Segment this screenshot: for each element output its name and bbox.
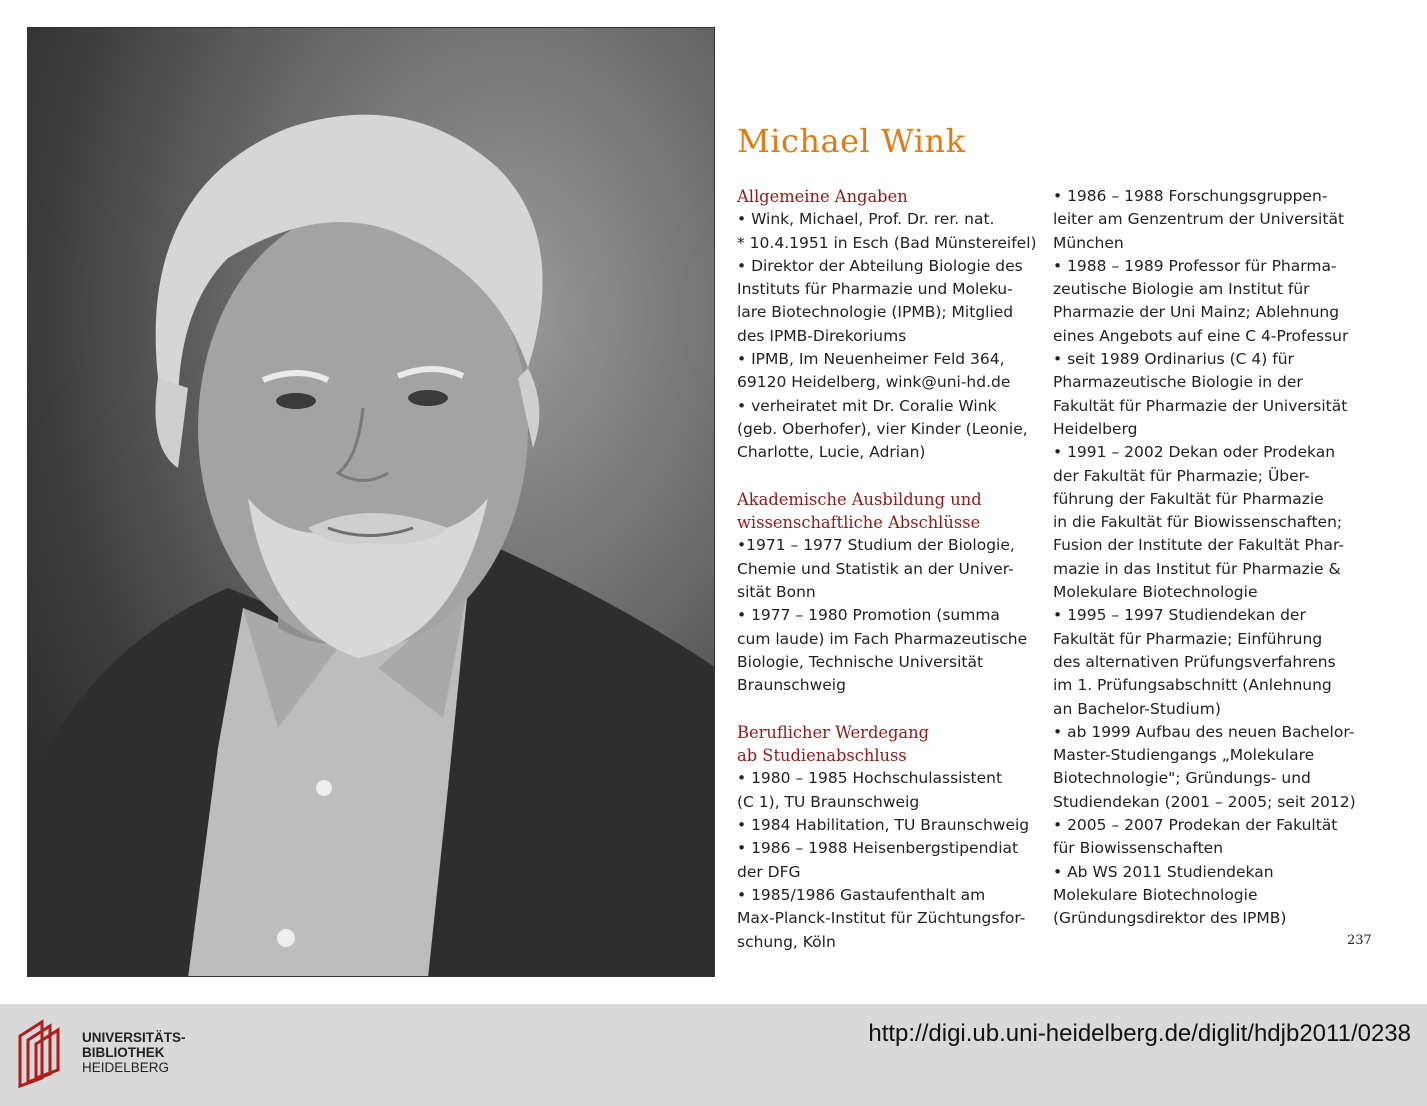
text-line: sität Bonn xyxy=(737,583,816,602)
section-education xyxy=(737,488,1037,698)
section-heading: ab Studienabschluss xyxy=(737,746,907,766)
text-line: zeutische Biologie am Institut für xyxy=(1053,280,1310,299)
text-line: •1971 – 1977 Studium der Biologie, xyxy=(737,536,1015,555)
text-line: Molekulare Biotechnologie xyxy=(1053,885,1258,904)
text-line: • 1985/1986 Gastaufenthalt am xyxy=(737,885,986,904)
logo-line: UNIVERSITÄTS- xyxy=(82,1030,186,1045)
text-line: der Fakultät für Pharmazie; Über- xyxy=(1053,466,1310,485)
library-logo-text[interactable] xyxy=(82,1030,186,1075)
source-url-link[interactable]: http://digi.ub.uni-heidelberg.de/diglit/hdjb2011/0238 xyxy=(868,1020,1411,1047)
text-line: in die Fakultät für Biowissenschaften; xyxy=(1053,513,1343,532)
text-line: Max-Planck-Institut für Züchtungsfor- xyxy=(737,909,1026,928)
text-line: lare Biotechnologie (IPMB); Mitglied xyxy=(737,303,1014,322)
section-heading: Beruflicher Werdegang xyxy=(737,722,930,742)
portrait-photo-icon xyxy=(28,28,715,977)
text-line: • seit 1989 Ordinarius (C 4) für xyxy=(1053,350,1294,369)
spacer xyxy=(737,698,1037,721)
text-line: führung der Fakultät für Pharmazie xyxy=(1053,489,1324,508)
spacer xyxy=(737,465,1037,488)
text-line: • 1977 – 1980 Promotion (summa xyxy=(737,606,1000,625)
text-line: des IPMB-Direkoriums xyxy=(737,326,907,345)
text-line: • 1988 – 1989 Professor für Pharma- xyxy=(1053,256,1337,275)
logo-line: BIBLIOTHEK xyxy=(82,1045,165,1060)
text-line: Pharmazeutische Biologie in der xyxy=(1053,373,1303,392)
text-line: der DFG xyxy=(737,862,801,881)
text-line: Charlotte, Lucie, Adrian) xyxy=(737,443,926,462)
text-line: im 1. Prüfungsabschnitt (Anlehnung xyxy=(1053,676,1332,695)
text-line: • Direktor der Abteilung Biologie des xyxy=(737,256,1023,275)
text-line: • Ab WS 2011 Studiendekan xyxy=(1053,862,1274,881)
page-number: 237 xyxy=(1347,933,1372,948)
text-line: • 2005 – 2007 Prodekan der Fakultät xyxy=(1053,816,1338,835)
section-career xyxy=(737,721,1037,954)
text-line: Instituts für Pharmazie und Moleku- xyxy=(737,280,1013,299)
text-line: eines Angebots auf eine C 4-Professur xyxy=(1053,326,1349,345)
text-line: • 1986 – 1988 Heisenbergstipendiat xyxy=(737,839,1019,858)
text-line: cum laude) im Fach Pharmazeutische xyxy=(737,629,1028,648)
text-line: Chemie und Statistik an der Univer- xyxy=(737,559,1014,578)
text-line: Braunschweig xyxy=(737,676,846,695)
text-line: Fusion der Institute der Fakultät Phar- xyxy=(1053,536,1344,555)
text-line: Molekulare Biotechnologie xyxy=(1053,583,1258,602)
section-general-info xyxy=(737,185,1037,465)
library-logo-icon[interactable] xyxy=(14,1016,74,1088)
text-line: für Biowissenschaften xyxy=(1053,839,1224,858)
text-line: • 1980 – 1985 Hochschulassistent xyxy=(737,769,1003,788)
text-line: (C 1), TU Braunschweig xyxy=(737,792,920,811)
text-line: • 1986 – 1988 Forschungsgruppen- xyxy=(1053,187,1328,205)
footer-bar xyxy=(0,1004,1427,1106)
section-heading: Akademische Ausbildung und xyxy=(737,489,982,509)
text-line: Studiendekan (2001 – 2005; seit 2012) xyxy=(1053,792,1356,811)
text-line: Fakultät für Pharmazie der Universität xyxy=(1053,396,1348,415)
text-line: * 10.4.1951 in Esch (Bad Münstereifel) xyxy=(737,233,1037,252)
text-line: schung, Köln xyxy=(737,932,836,951)
text-line: Heidelberg xyxy=(1053,419,1138,438)
text-line: • 1991 – 2002 Dekan oder Prodekan xyxy=(1053,443,1336,462)
text-line: des alternativen Prüfungsverfahrens xyxy=(1053,652,1336,671)
left-column xyxy=(737,185,1037,954)
text-line: mazie in das Institut für Pharmazie & xyxy=(1053,559,1341,578)
text-line: (geb. Oberhofer), vier Kinder (Leonie, xyxy=(737,419,1028,438)
text-line: Biotechnologie"; Gründungs- und xyxy=(1053,769,1311,788)
text-line: • 1984 Habilitation, TU Braunschweig xyxy=(737,816,1030,835)
text-line: • verheiratet mit Dr. Coralie Wink xyxy=(737,396,997,415)
text-line: an Bachelor-Studium) xyxy=(1053,699,1221,718)
page-title: Michael Wink xyxy=(737,122,966,160)
text-line: (Gründungsdirektor des IPMB) xyxy=(1053,909,1287,928)
portrait-photo xyxy=(27,27,715,977)
text-line: • 1995 – 1997 Studiendekan der xyxy=(1053,606,1306,625)
right-column xyxy=(1053,185,1356,931)
text-line: • IPMB, Im Neuenheimer Feld 364, xyxy=(737,350,1005,369)
section-heading: wissenschaftliche Abschlüsse xyxy=(737,513,981,533)
text-line: • ab 1999 Aufbau des neuen Bachelor- xyxy=(1053,722,1355,741)
text-line: Pharmazie der Uni Mainz; Ablehnung xyxy=(1053,303,1340,322)
section-heading: Allgemeine Angaben xyxy=(737,187,908,206)
logo-line: HEIDELBERG xyxy=(82,1060,170,1075)
text-line: München xyxy=(1053,233,1124,252)
text-line: • Wink, Michael, Prof. Dr. rer. nat. xyxy=(737,210,995,229)
text-line: Fakultät für Pharmazie; Einführung xyxy=(1053,629,1323,648)
text-line: leiter am Genzentrum der Universität xyxy=(1053,210,1345,229)
email-line: 69120 Heidelberg, wink@uni-hd.de xyxy=(737,373,1011,392)
text-line: Biologie, Technische Universität xyxy=(737,652,984,671)
text-line: Master-Studiengangs „Molekulare xyxy=(1053,746,1315,765)
